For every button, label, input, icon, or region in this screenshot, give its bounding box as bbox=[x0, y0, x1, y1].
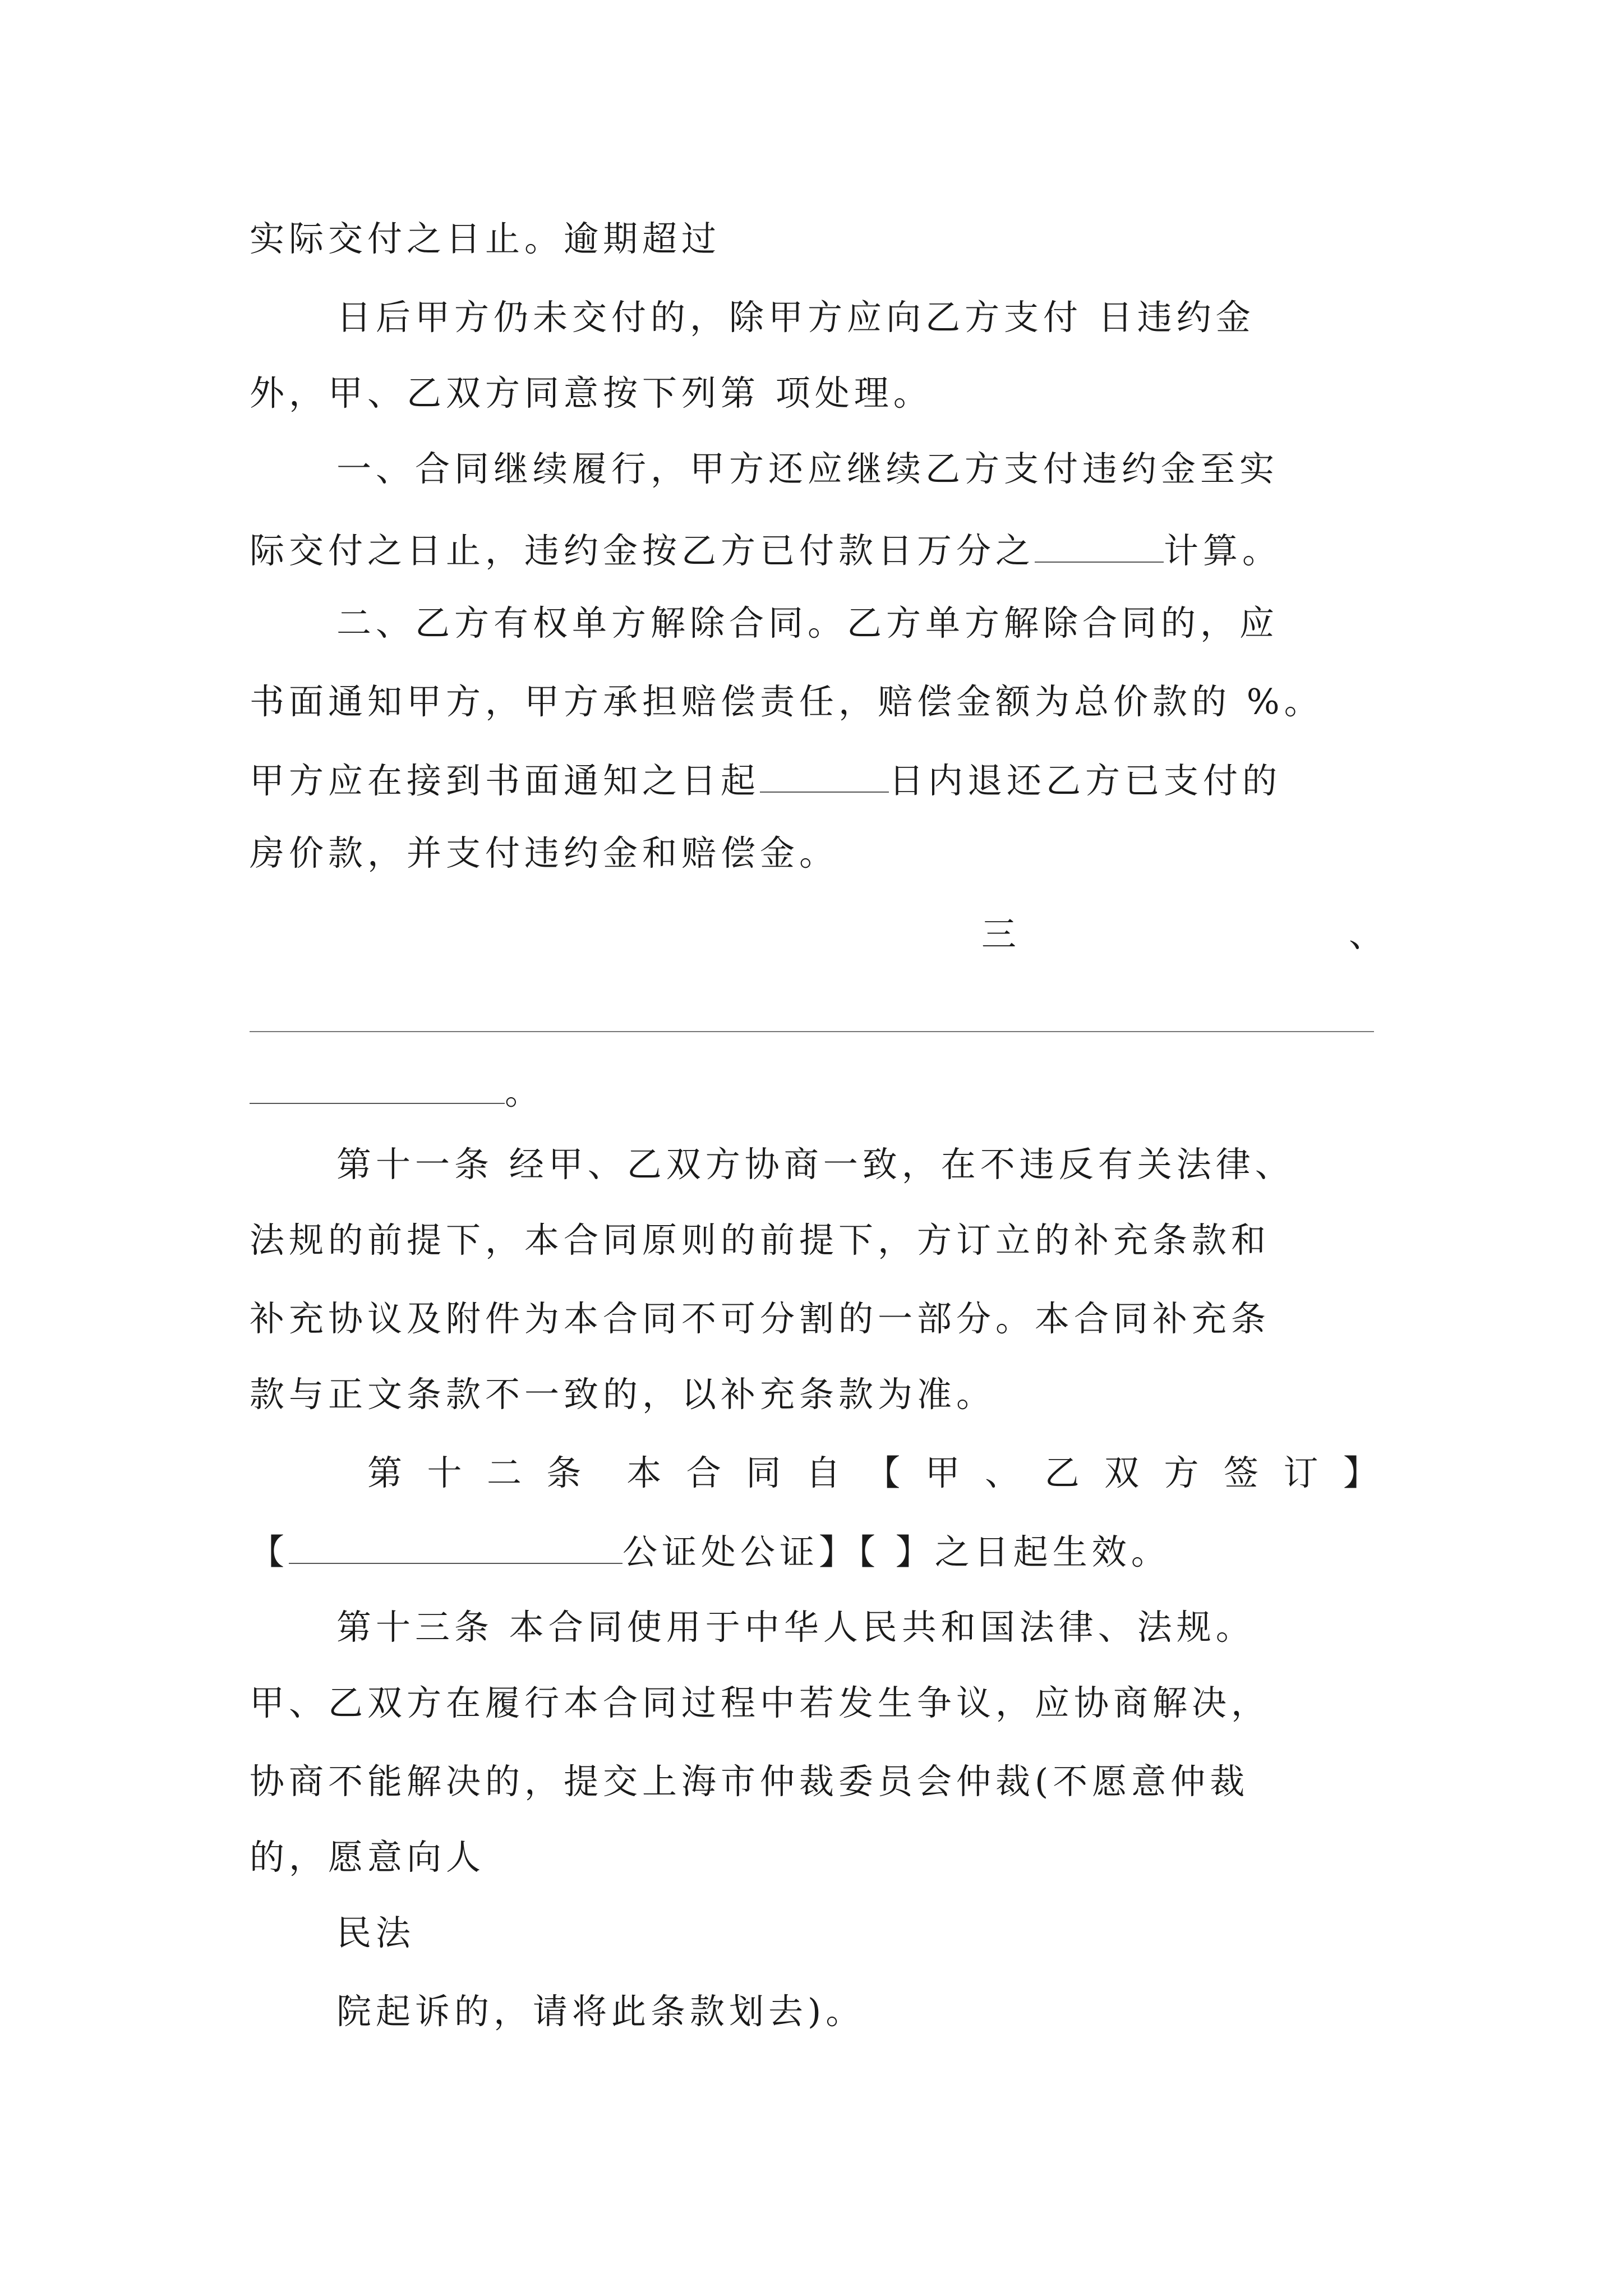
spread-char: 【 bbox=[865, 1452, 905, 1493]
text-line: 第十三条 本合同使用于中华人民共和国法律、法规。 bbox=[336, 1607, 1255, 1648]
text-fragment: 甲方应在接到书面通知之日起 bbox=[250, 760, 760, 801]
text-line: 法规的前提下，本合同原则的前提下，方订立的补充条款和 bbox=[250, 1220, 1271, 1260]
spread-char: 签 bbox=[1224, 1452, 1264, 1493]
spread-char: 乙 bbox=[1044, 1452, 1084, 1493]
fill-blank bbox=[250, 1071, 505, 1104]
text-fragment: 公证处公证】【 】之日起生效。 bbox=[623, 1531, 1170, 1572]
text-fragment: 【 bbox=[250, 1531, 289, 1572]
spread-char: 甲 bbox=[925, 1452, 965, 1493]
text-fragment: 日内退还乙方已支付的 bbox=[889, 760, 1282, 801]
text-line bbox=[250, 530, 1282, 571]
text-line bbox=[250, 760, 1282, 801]
text-line bbox=[250, 1531, 1170, 1570]
text-fragment: 际交付之日止，违约金按乙方已付款日万分之 bbox=[250, 530, 1035, 571]
text-fragment: 。 bbox=[505, 1071, 545, 1112]
spread-char: 合 bbox=[686, 1452, 726, 1493]
spread-char: 自 bbox=[805, 1452, 845, 1493]
text-line: 甲、乙双方在履行本合同过程中若发生争议，应协商解决， bbox=[250, 1682, 1271, 1723]
spread-char: 方 bbox=[1164, 1452, 1204, 1493]
text-line: 第十一条 经甲、乙双方协商一致，在不违反有关法律、 bbox=[336, 1144, 1294, 1185]
spread-char: 条 bbox=[546, 1452, 586, 1493]
item-punctuation: 、 bbox=[1349, 914, 1389, 955]
text-line: 的，愿意向人 bbox=[250, 1837, 486, 1878]
text-line: 日后甲方仍未交付的，除甲方应向乙方支付 日违约金 bbox=[336, 297, 1255, 338]
item-number: 三 bbox=[981, 914, 1021, 955]
spread-char: 、 bbox=[985, 1452, 1025, 1493]
text-line: 外，甲、乙双方同意按下列第 项处理。 bbox=[250, 372, 933, 413]
spread-char: 十 bbox=[427, 1452, 467, 1493]
text-line: 一、合同继续履行，甲方还应继续乙方支付违约金至实 bbox=[336, 448, 1279, 489]
spread-char: 】 bbox=[1343, 1452, 1382, 1493]
text-line: 书面通知甲方，甲方承担赔偿责任，赔偿金额为总价款的 %。 bbox=[250, 681, 1324, 722]
text-line bbox=[250, 1071, 544, 1110]
spread-char: 二 bbox=[486, 1452, 526, 1493]
text-line: 房价款，并支付违约金和赔偿金。 bbox=[250, 832, 839, 873]
spread-char: 第 bbox=[367, 1452, 407, 1493]
text-fragment: 计算。 bbox=[1164, 530, 1282, 571]
spread-char: 双 bbox=[1104, 1452, 1144, 1493]
spread-char: 订 bbox=[1283, 1452, 1323, 1493]
text-line: 二、乙方有权单方解除合同。乙方单方解除合同的，应 bbox=[336, 602, 1279, 643]
text-line: 款与正文条款不一致的，以补充条款为准。 bbox=[250, 1374, 996, 1415]
text-line: 院起诉的，请将此条款划去)。 bbox=[336, 1991, 865, 2032]
text-line: 补充协议及附件为本合同不可分割的一部分。本合同补充条 bbox=[250, 1298, 1271, 1339]
fill-blank bbox=[760, 760, 889, 793]
fill-blank bbox=[1035, 530, 1164, 563]
article-twelve-line bbox=[367, 1452, 1382, 1493]
text-line: 协商不能解决的，提交上海市仲裁委员会仲裁(不愿意仲裁 bbox=[250, 1761, 1249, 1802]
text-line: 实际交付之日止。逾期超过 bbox=[250, 218, 721, 259]
fill-blank bbox=[289, 1531, 623, 1564]
spread-char: 本 bbox=[626, 1452, 666, 1493]
text-line: 民法 bbox=[336, 1912, 416, 1953]
fill-line bbox=[250, 1031, 1374, 1032]
spread-char: 同 bbox=[746, 1452, 786, 1493]
